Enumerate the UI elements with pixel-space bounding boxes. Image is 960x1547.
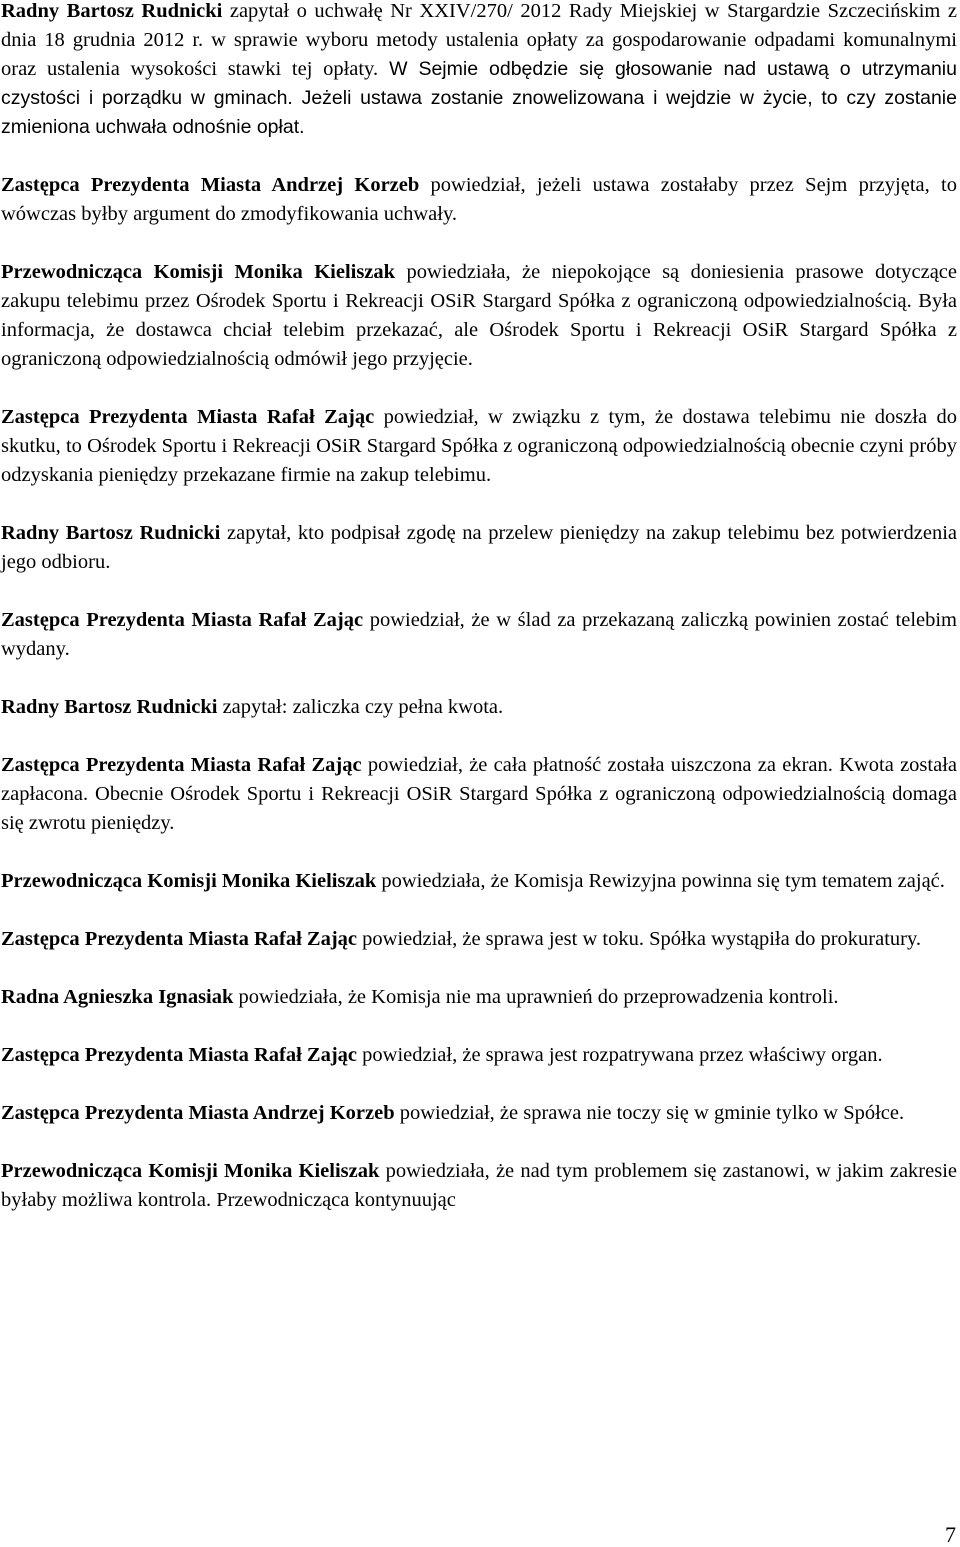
speaker-name: Zastępca Prezydenta Miasta Rafał Zając [1, 754, 362, 776]
paragraph-text: powiedział, że w ślad za przekazaną zaliczką powinien zostać telebim wydany. [1, 609, 958, 660]
paragraph-8 [1, 751, 957, 838]
speaker-name: Radny Bartosz Rudnicki [1, 696, 218, 718]
paragraph-4 [1, 403, 957, 490]
document-page [1, 0, 957, 1244]
paragraph-2 [1, 171, 957, 229]
speaker-name: Zastępca Prezydenta Miasta Rafał Zając [1, 1044, 358, 1066]
speaker-name: Przewodnicząca Komisji Monika Kieliszak [1, 1160, 380, 1182]
paragraph-text: powiedział, jeżeli ustawa zostałaby przez Sejm przyjęta, to wówczas byłby argument do zmodyfikowania uchwały. [1, 174, 957, 225]
speaker-name: Zastępca Prezydenta Miasta Andrzej Korzeb [1, 174, 420, 196]
paragraph-5 [1, 519, 957, 577]
paragraph-text: powiedziała, że Komisja Rewizyjna powinna się tym tematem zająć. [376, 870, 945, 892]
speaker-name: Radna Agnieszka Ignasiak [1, 986, 234, 1008]
paragraph-1 [1, 0, 957, 142]
paragraph-14 [1, 1157, 957, 1215]
paragraph-text: powiedziała, że niepokojące są doniesienia prasowe dotyczące zakupu telebimu przez Ośrodek Sportu i Rekreacji OSiR Stargard Spółka z ograniczoną odpowiedzialnością. Była informacja, że dostawca chciał telebim przekazać, ale Ośrodek Sportu i Rekreacji OSiR Stargard Spółka z ograniczoną odpowiedzialnością odmówił jego przyjęcie. [1, 261, 957, 370]
speaker-name: Zastępca Prezydenta Miasta Rafał Zając [1, 406, 375, 428]
paragraph-text: powiedziała, że Komisja nie ma uprawnień do przeprowadzenia kontroli. [233, 986, 839, 1008]
paragraph-text: zapytał, kto podpisał zgodę na przelew pieniędzy na zakup telebimu bez potwierdzenia jego odbioru. [1, 522, 958, 573]
paragraph-12 [1, 1041, 957, 1070]
speaker-name: Zastępca Prezydenta Miasta Rafał Zając [1, 609, 364, 631]
paragraph-6 [1, 606, 957, 664]
speaker-name: Radny Bartosz Rudnicki [1, 0, 223, 22]
speaker-name: Zastępca Prezydenta Miasta Andrzej Korzeb [1, 1102, 395, 1124]
speaker-name: Przewodnicząca Komisji Monika Kieliszak [1, 261, 396, 283]
speaker-name: Przewodnicząca Komisji Monika Kieliszak [1, 870, 377, 892]
paragraph-text: powiedział, że sprawa jest rozpatrywana przez właściwy organ. [357, 1044, 883, 1066]
paragraph-10 [1, 925, 957, 954]
paragraph-text: powiedziała, że nad tym problemem się zastanowi, w jakim zakresie byłaby możliwa kontrola. Przewodnicząca kontynuując [1, 1160, 957, 1211]
paragraph-text: powiedział, że sprawa jest w toku. Spółka wystąpiła do prokuratury. [357, 928, 922, 950]
paragraph-9 [1, 867, 957, 896]
paragraph-text-sans: W Sejmie odbędzie się głosowanie nad ustawą o utrzymaniu czystości i porządku w gminach. Jeżeli ustawa zostanie znowelizowana i wejdzie w życie, to czy zostanie zmieniona uchwała odnośnie opłat. [1, 58, 957, 138]
page-number: 7 [945, 1522, 956, 1547]
speaker-name: Radny Bartosz Rudnicki [1, 522, 221, 544]
paragraph-text: powiedział, że sprawa nie toczy się w gminie tylko w Spółce. [394, 1102, 905, 1124]
paragraph-11 [1, 983, 957, 1012]
paragraph-13 [1, 1099, 957, 1128]
paragraph-text: zapytał: zaliczka czy pełna kwota. [217, 696, 504, 718]
paragraph-text: powiedział, w związku z tym, że dostawa telebimu nie doszła do skutku, to Ośrodek Sportu i Rekreacji OSiR Stargard Spółka z ograniczoną odpowiedzialnością obecnie czyni próby odzyskania pieniędzy przekazane firmie na zakup telebimu. [1, 406, 957, 486]
paragraph-3 [1, 258, 957, 374]
paragraph-7 [1, 693, 957, 722]
speaker-name: Zastępca Prezydenta Miasta Rafał Zając [1, 928, 358, 950]
paragraph-text: powiedział, że cała płatność została uiszczona za ekran. Kwota została zapłacona. Obecnie Ośrodek Sportu i Rekreacji OSiR Stargard Spółka z ograniczoną odpowiedzialnością domaga się zwrotu pieniędzy. [1, 754, 957, 834]
paragraph-text: zapytał o uchwałę Nr XXIV/270/ 2012 Rady Miejskiej w Stargardzie Szczecińskim z dnia 18 grudnia 2012 r. w sprawie wyboru metody ustalenia opłaty za gospodarowanie odpadami komunalnymi oraz ustalenia wysokości stawki tej opłaty. [1, 0, 957, 80]
